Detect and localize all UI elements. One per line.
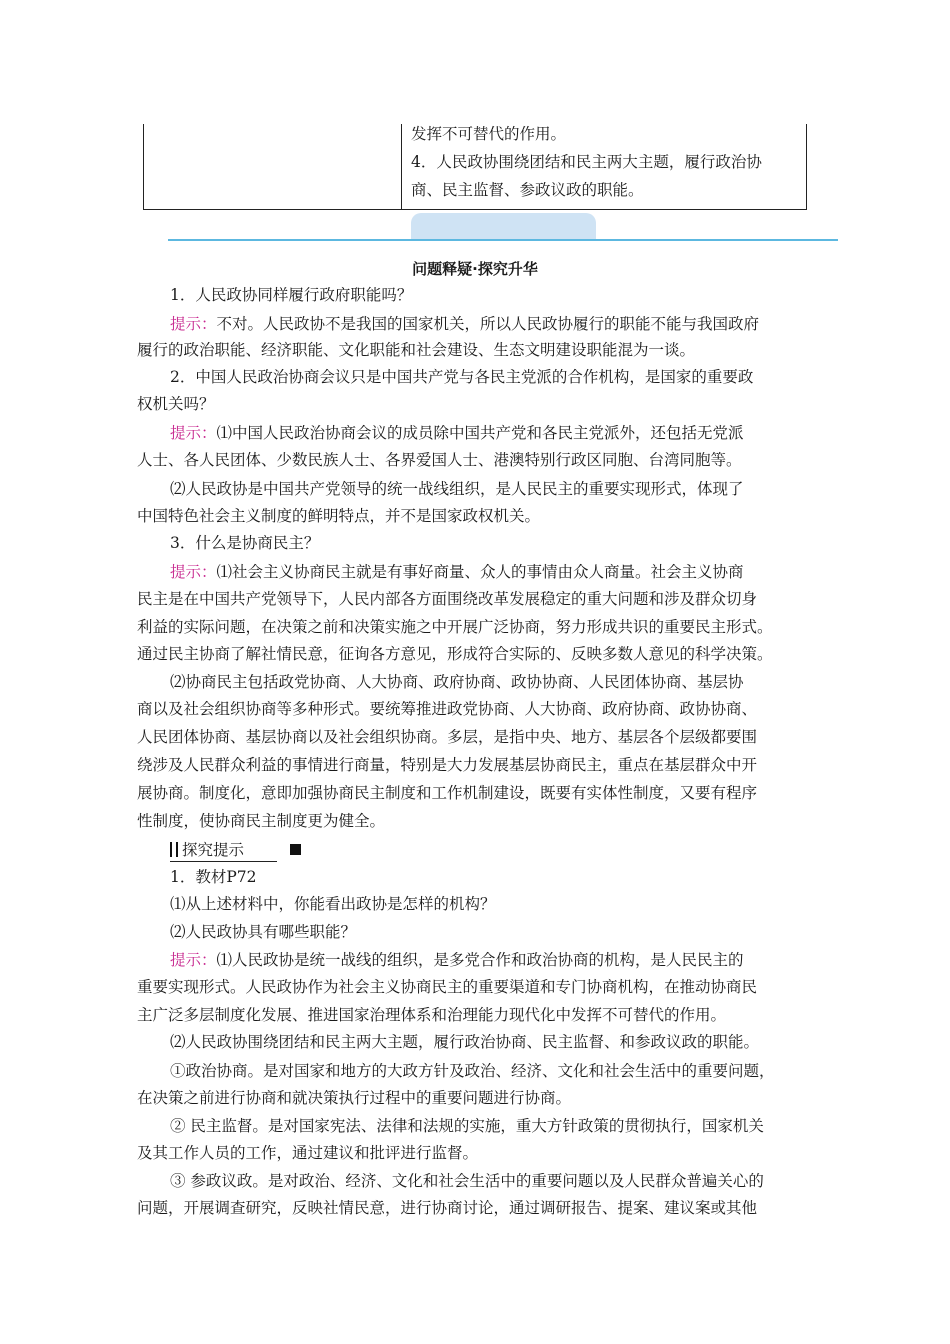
answer-3-line: 民主是在中国共产党领导下，人民内部各方面围绕改革发展稳定的重大问题和涉及群众切身 [137,590,758,608]
answer-3-line: 商以及社会组织协商等多种形式。要统筹推进政党协商、人大协商、政府协商、政协协商、 [137,700,758,718]
explore-answer-line: 重要实现形式。人民政协作为社会主义协商民主的重要渠道和专门协商机构，在推动协商民 [137,978,758,996]
answer-2-line: 人士、各人民团体、少数民族人士、各界爱国人士、港澳特别行政区同胞、台湾同胞等。 [137,451,742,469]
answer-3-line: 通过民主协商了解社情民意，征询各方意见，形成符合实际的、反映多数人意见的科学决策。 [137,645,773,663]
explore-sub-question: ⑵人民政协具有哪些职能？ [170,923,357,941]
answer-3-line: 性制度，使协商民主制度更为健全。 [137,812,386,830]
explore-point-3: ③ 参政议政。是对政治、经济、文化和社会生活中的重要问题以及人民群众普遍关心的 [170,1172,764,1190]
explore-point-2-cont: 及其工作人员的工作，通过建议和批评进行监督。 [137,1144,479,1162]
question-3: 3．什么是协商民主？ [170,534,320,552]
answer-2-line: ⑵人民政协是中国共产党领导的统一战线组织，是人民民主的重要实现形式，体现了 [170,480,744,498]
question-1: 1．人民政协同样履行政府职能吗？ [170,286,413,304]
explore-point-2: ② 民主监督。是对国家宪法、法律和法规的实施，重大方针政策的贯彻执行，国家机关 [170,1117,764,1135]
explore-point-1: ①政治协商。是对国家和地方的大政方针及政治、经济、文化和社会生活中的重要问题， [170,1062,775,1080]
question-2: 2．中国人民政治协商会议只是中国共产党与各民主党派的合作机构，是国家的重要政 [170,368,754,386]
answer-3-line: 人民团体协商、基层协商以及社会组织协商。多层，是指中央、地方、基层各个层级都要围 [137,728,758,746]
answer-3-line: 利益的实际问题，在决策之前和决策实施之中开展广泛协商，努力形成共识的重要民主形式。 [137,618,773,636]
hint-label: 提示： [170,951,217,969]
table-column-divider [401,124,402,210]
section-tab-decoration [411,213,596,240]
section-heading: 问题释疑·探究升华 [412,260,538,278]
question-2-cont: 权机关吗？ [137,395,215,413]
answer-1-line: 履行的政治职能、经济职能、文化职能和社会建设、生态文明建设职能混为一谈。 [137,341,696,359]
answer-2-line: 中国特色社会主义制度的鲜明特点，并不是国家政权机关。 [137,507,541,525]
explore-point-3-cont: 问题，开展调查研究，反映社情民意，进行协商讨论，通过调研报告、提案、建议案或其他 [137,1199,758,1217]
square-bullet-icon [290,844,301,855]
section-rule [168,239,838,241]
answer-3-line: 绕涉及人民群众利益的事情进行商量，特别是大力发展基层协商民主，重点在基层群众中开 [137,756,758,774]
answer-3-line: ⑵协商民主包括政党协商、人大协商、政府协商、政协协商、人民团体协商、基层协 [170,673,744,691]
table-cell-line: 商、民主监督、参政议政的职能。 [411,181,644,199]
answer-3-line: 提示：⑴社会主义协商民主就是有事好商量、众人的事情由众人商量。社会主义协商 [170,563,744,581]
hint-label: 提示： [170,424,217,442]
explore-sub-question: ⑴从上述材料中，你能看出政协是怎样的机构？ [170,895,496,913]
hint-label: 提示： [170,563,217,581]
explore-answer-line: ⑵人民政协围绕团结和民主两大主题，履行政治协商、民主监督、和参政议政的职能。 [170,1033,760,1051]
hint-label: 提示： [170,315,217,333]
answer-2-line: 提示：⑴中国人民政治协商会议的成员除中国共产党和各民主党派外，还包括无党派 [170,424,744,442]
explore-answer-line: 主广泛多层制度化发展、推进国家治理体系和治理能力现代化中发挥不可替代的作用。 [137,1006,727,1024]
explore-tips-label: 探究提示 [170,839,277,862]
table-cell-line: 4．人民政协围绕团结和民主两大主题，履行政治协 [411,153,762,171]
answer-1-line: 提示：不对。人民政协不是我国的国家机关，所以人民政协履行的职能不能与我国政府 [170,315,760,333]
explore-point-1-cont: 在决策之前进行协商和就决策执行过程中的重要问题进行协商。 [137,1089,572,1107]
explore-answer-line: 提示：⑴人民政协是统一战线的组织，是多党合作和政治协商的机构，是人民民主的 [170,951,744,969]
table-cell-line: 发挥不可替代的作用。 [411,125,567,143]
answer-3-line: 展协商。制度化，意即加强协商民主制度和工作机制建设，既要有实体性制度，又要有程序 [137,784,758,802]
explore-item-1: 1．教材P72 [170,868,257,886]
